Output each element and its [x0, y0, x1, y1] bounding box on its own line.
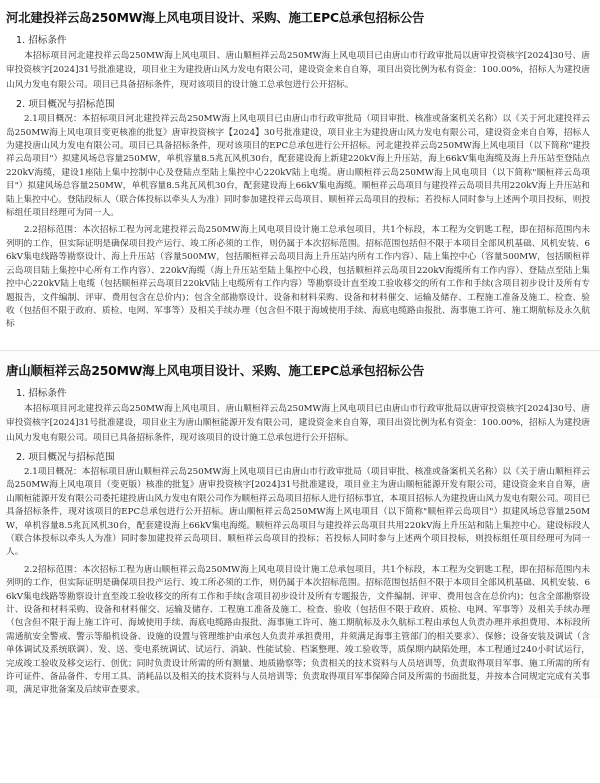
paragraph: 2.1项目概况：本招标项目河北建投祥云岛250MW海上风电项目已由唐山市行政审批局（项目审批、核准或备案机关名称）以《关于河北建投祥云岛250MW海上风电项目变更核准的批复》唐审投资核字【2024】30号批准建设，项目业主为建投唐山风力发电有限公司，建设资金来自自筹，招标人为建投唐山风力发电有限公司。项目已具备招标条件，现对该项目的EPC总承包进行公开招标。河北建投祥云岛250MW海上风电项目（以下简称"建投祥云岛项目"）拟建风场总容量250MW，单机容量8.5兆瓦风机30台，配套建设海上新建220kV海上升压站，海上66kV集电海缆及海上升压站至登陆点220kV海缆，建设1座陆上集中控制中心及登陆点至陆上集控中心220kV陆上电缆。唐山顺桓祥云岛250MW海上风电项目（以下简称"顺桓祥云岛项目"）拟建风场总容量250MW，单机容量8.5兆瓦风机30台，配套建设海上66kV集电海缆。顺桓祥云岛项目与建投祥云岛项目共用220kV海上升压站和陆上集控中心。登陆段标人（联合体投标以牵头人为准）同时参加建投祥云岛项目、顺桓祥云岛项目的投标；若投标人同时参与上述两个项目投标，则投标组任项目经理可为同一人。 [6, 114, 590, 219]
notice-2 [0, 350, 600, 698]
notice-1 [0, 0, 600, 332]
section-heading: 2. 项目概况与招标范围 [16, 99, 115, 111]
notice-title: 唐山顺桓祥云岛250MW海上风电项目设计、采购、施工EPC总承包招标公告 [6, 362, 425, 378]
notice-title: 河北建投祥云岛250MW海上风电项目设计、采购、施工EPC总承包招标公告 [6, 10, 425, 25]
paragraph: 2.2招标范围：本次招标工程为唐山顺桓祥云岛250MW海上风电项目设计施工总承包项目，共1个标段，本工程为交钥匙工程，即在招标范围内未列明的工作，但实际证明是确保项目投产运行、竣工所必须的工作，则仍属于本次招标范围。招标范围包括但不限于本项目全部风机基础、风机安装、66kV集电线路等勘察设计直至竣工验收移交的所有工作和手续(含项目初步设计及所有专题报告，文件编制、评审、费用包含在总价内)；包含全部勘察设计、设备和材料采购、设备和材料催交、运输及储存、工程施工准备及施工、检查、验收（包括但不限于政府、质检、电网、军事等）及相关手续办理（包含但不限于海上施工许可、海域使用手续、海底电缆路由报批、海事施工许可、施工期航标及永久航标工程由承包人负责办理并承担费用、本标段所需通航安全警戒、警示等船机设备、设施的设置与管理维护由承包人负责并承担费用，并须满足海事主管部门的相关要求）、保修；设备安装及调试（含单体调试及系统联调）、发、送、变电系统调试、试运行、消缺、性能试验、档案整理、竣工验收等，质保期内缺陷处理，本工程通过240小时试运行，完成竣工验收及移交运行、创优；同时负责设计所需的所有测量、地质勘察等；负责相关的技术资料与人员培训等，负责取得项目军事、施工所需的所有许可证件、备品备件、专用工具、消耗品以及相关的技术资料与人员培训等；负责取得项目军事保障合同及所需的书面批复，并按本合同规定完成有关事项，满足审批备案及后续审查要求。 [6, 564, 590, 696]
paragraph: 2.1项目概况：本招标项目唐山顺桓祥云岛250MW海上风电项目已由唐山市行政审批局（项目审批、核准或备案机关名称）以《关于唐山顺桓祥云岛250MW海上风电项目（变更版）核准的批复》唐审投资核字[2024]31号批准建设，项目业主为唐山顺桓能源开发有限公司，建设资金来自自筹，唐山顺桓能源开发有限公司委托建投唐山风力发电有限公司作为顺桓祥云岛项目招标人进行招标事宜，本项目招标人为建投唐山风力发电有限公司。项目已具备招标条件，现对该项目的EPC总承包进行公开招标。唐山顺桓祥云岛250MW海上风电项目（以下简称"顺桓祥云岛项目"）拟建风场总容量250MW，单机容量8.5兆瓦风机30台，配套建设海上66kV集电海缆。顺桓祥云岛项目与建投祥云岛项目共用220kV海上升压站和陆上集控中心。建设标段人（联合体投标以牵头人为准）同时参加建投祥云岛项目、顺桓祥云岛项目的投标；若投标人同时参与上述两个项目投标，则投标组任项目经理可为同一人。 [6, 466, 590, 558]
section-heading: 1. 招标条件 [16, 387, 67, 399]
section-heading: 2. 项目概况与招标范围 [16, 451, 115, 463]
paragraph: 本招标项目河北建投祥云岛250MW海上风电项目、唐山顺桓祥云岛250MW海上风电项目已由唐山市行政审批局以唐审投资核字[2024]30号、唐审投资核字[2024]31号批准建设，项目业主为唐山顺桓能源开发有限公司，建设资金来自自筹，项目出资比例为私有资金：100.00%，招标人为建投唐山风力发电有限公司。项目已具备招标条件，现对该项目的设计施工总承包进行公开招标。 [6, 403, 590, 443]
paragraph: 本招标项目河北建投祥云岛250MW海上风电项目、唐山顺桓祥云岛250MW海上风电项目已由唐山市行政审批局以唐审投资核字[2024]30号、唐审投资核字[2024]31号批准建设，项目业主为建投唐山风力发电有限公司，建设资金来自自筹，项目出资比例为私有资金：100.00%，招标人为建投唐山风力发电有限公司。项目已具备招标条件，现对该项目的设计施工总承包进行公开招标。 [6, 51, 590, 90]
section-heading: 1. 招标条件 [16, 35, 67, 46]
paragraph: 2.2招标范围：本次招标工程为河北建投祥云岛250MW海上风电项目设计施工总承包项目，共1个标段，本工程为交钥匙工程，即在招标范围内未列明的工作，但实际证明是确保项目投产运行、竣工所必须的工作，则仍属于本次招标范围。招标范围包括但不限于本项目全部风机基础、风机安装、66kV集电线路等勘察设计、海上升压站（容量500MW，包括顺桓祥云岛项目海上升压站内所有工作内容）、陆上集控中心（容量500MW，包括顺桓祥云岛项目陆上集控中心所有工作内容）、220kV海缆（海上升压站至陆上集控中心段，包括顺桓祥云岛项目220kV海缆所有工作内容）、登陆点至陆上集控中心220kV陆上电缆（包括顺桓祥云岛项目220kV陆上电缆所有工作内容）等勘察设计直至竣工验收移交的所有工作和手续(含项目初步设计及所有专题报告，文件编制、评审、费用包含在总价内)；包含全部勘察设计、设备和材料采购、设备和材料催交、运输及储存、工程施工准备及施工、检查、验收（包括但不限于政府、质检、电网、军事等）及相关手续办理（包含但不限于海域使用手续、海底电缆路由报批、海事施工许可、施工期航标及永久航标 [6, 225, 590, 330]
